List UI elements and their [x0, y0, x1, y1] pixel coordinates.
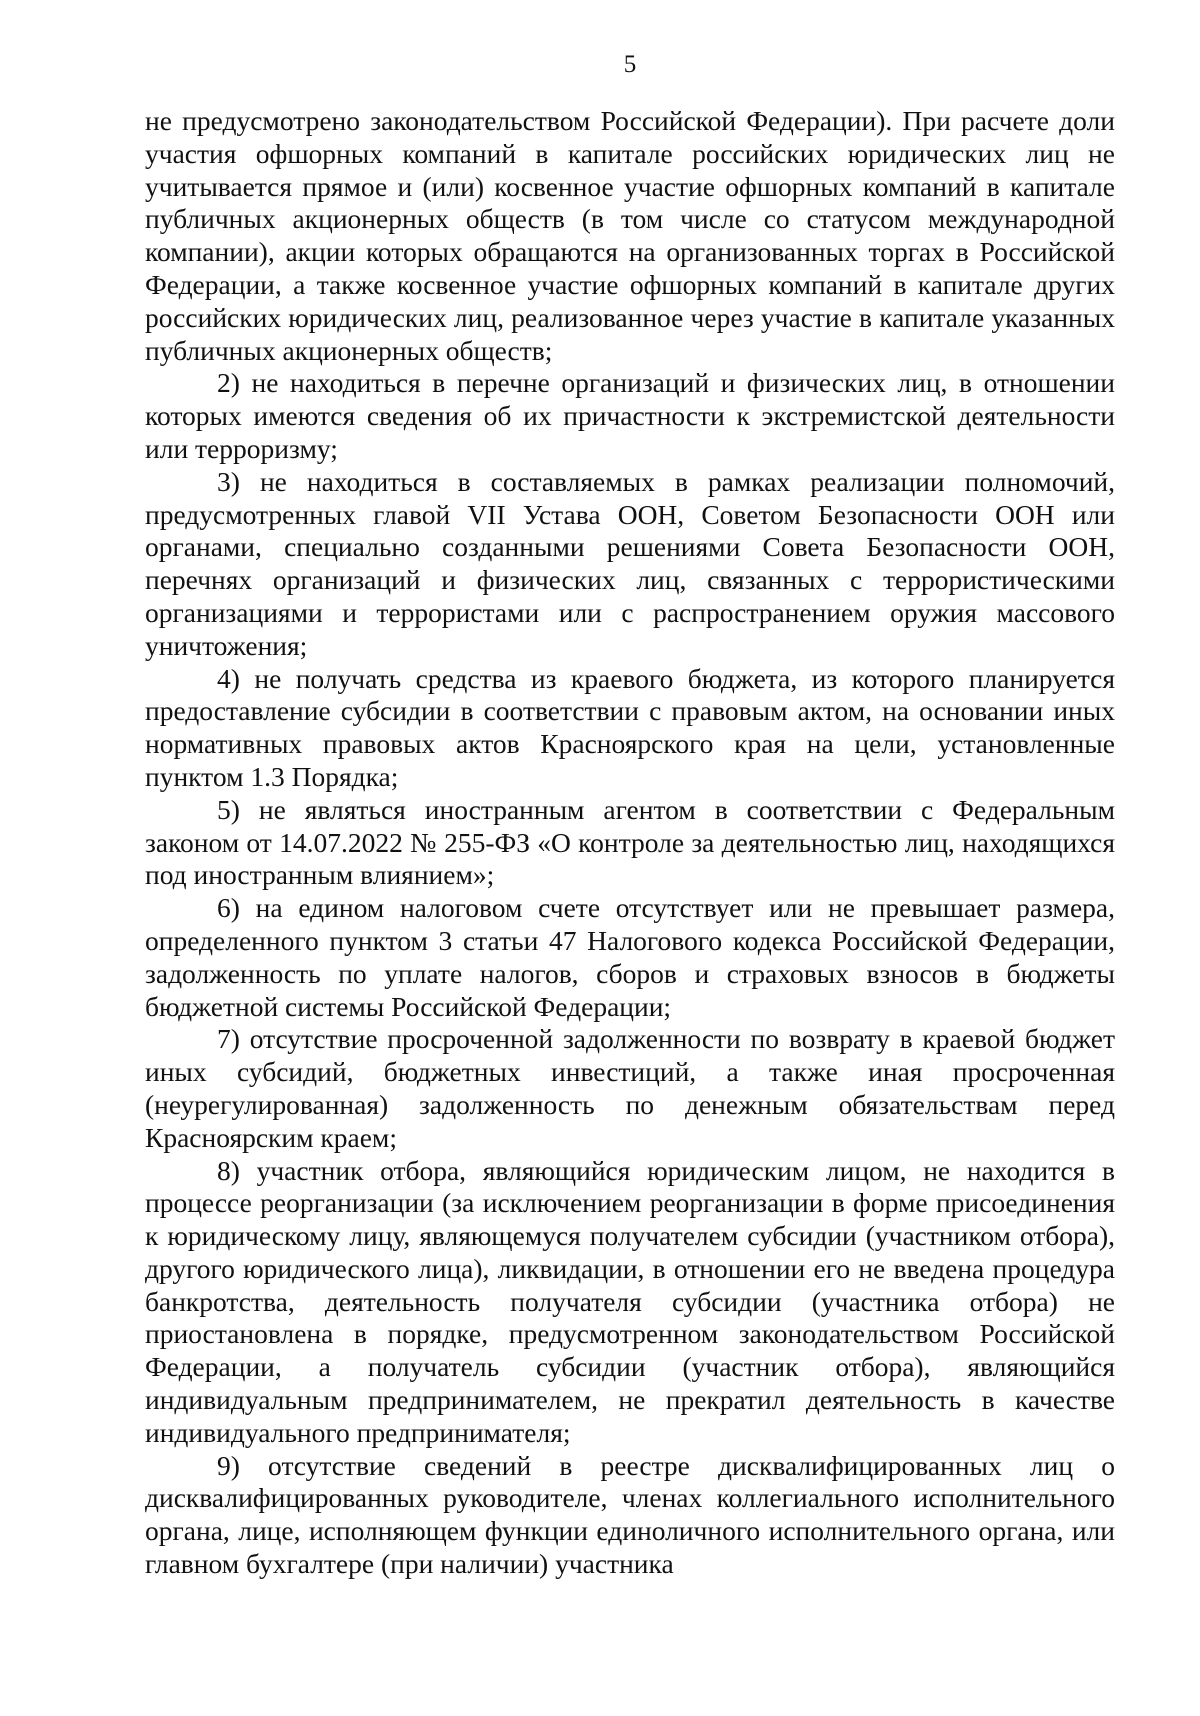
paragraph-item-5: 5) не являться иностранным агентом в соответствии с Федеральным законом от 14.07.2022 № 255-ФЗ «О контроле за деятельностью лиц, находящихся под иностранным влиянием»;: [145, 793, 1115, 891]
paragraph-item-3: 3) не находиться в составляемых в рамках реализации полномочий, предусмотренных главой VII Устава ООН, Советом Безопасности ООН или органами, специально созданными решениями Совета Безопасности ООН, перечнях организаций и физических лиц, связанных с террористическими организациями и террористами или с распространением оружия массового уничтожения;: [145, 465, 1115, 661]
page-number: 5: [623, 51, 637, 78]
paragraph-item-2: 2) не находиться в перечне организаций и физических лиц, в отношении которых имеются сведения об их причастности к экстремистской деятельности или терроризму;: [145, 367, 1115, 464]
paragraph-item-6: 6) на едином налоговом счете отсутствует или не превышает размера, определенного пунктом 3 статьи 47 Налогового кодекса Российской Федерации, задолженность по уплате налогов, сборов и страховых взносов в бюджеты бюджетной системы Российской Федерации;: [145, 892, 1115, 1022]
paragraph-item-4: 4) не получать средства из краевого бюджета, из которого планируется предоставление субсидии в соответствии с правовым актом, на основании иных нормативных правовых актов Красноярского края на цели, установленные пунктом 1.3 Порядка;: [145, 662, 1115, 792]
paragraph-item-7: 7) отсутствие просроченной задолженности по возврату в краевой бюджет иных субсидий, бюджетных инвестиций, а также иная просроченная (неурегулированная) задолженность по денежным обязательствам перед Красноярским краем;: [145, 1023, 1115, 1153]
paragraph-continuation: не предусмотрено законодательством Российской Федерации). При расчете доли участия офшорных компаний в капитале российских юридических лиц не учитывается прямое и (или) косвенное участие офшорных компаний в капитале публичных акционерных обществ (в том числе со статусом международной компании), акции которых обращаются на организованных торгах в Российской Федерации, а также косвенное участие офшорных компаний в капитале других российских юридических лиц, реализованное через участие в капитале указанных публичных акционерных обществ;: [145, 105, 1115, 366]
document-body: [145, 105, 1115, 1581]
paragraph-item-8: 8) участник отбора, являющийся юридическим лицом, не находится в процессе реорганизации (за исключением реорганизации в форме присоединения к юридическому лицу, являющемуся получателем субсидии (участником отбора), другого юридического лица), ликвидации, в отношении его не введена процедура банкротства, деятельность получателя субсидии (участника отбора) не приостановлена в порядке, предусмотренном законодательством Российской Федерации, а получатель субсидии (участник отбора), являющийся индивидуальным предпринимателем, не прекратил деятельность в качестве индивидуального предпринимателя;: [145, 1154, 1115, 1448]
paragraph-item-9: 9) отсутствие сведений в реестре дисквалифицированных лиц о дисквалифицированных руководителе, членах коллегиального исполнительного органа, лице, исполняющем функции единоличного исполнительного органа, или главном бухгалтере (при наличии) участника: [145, 1449, 1115, 1580]
